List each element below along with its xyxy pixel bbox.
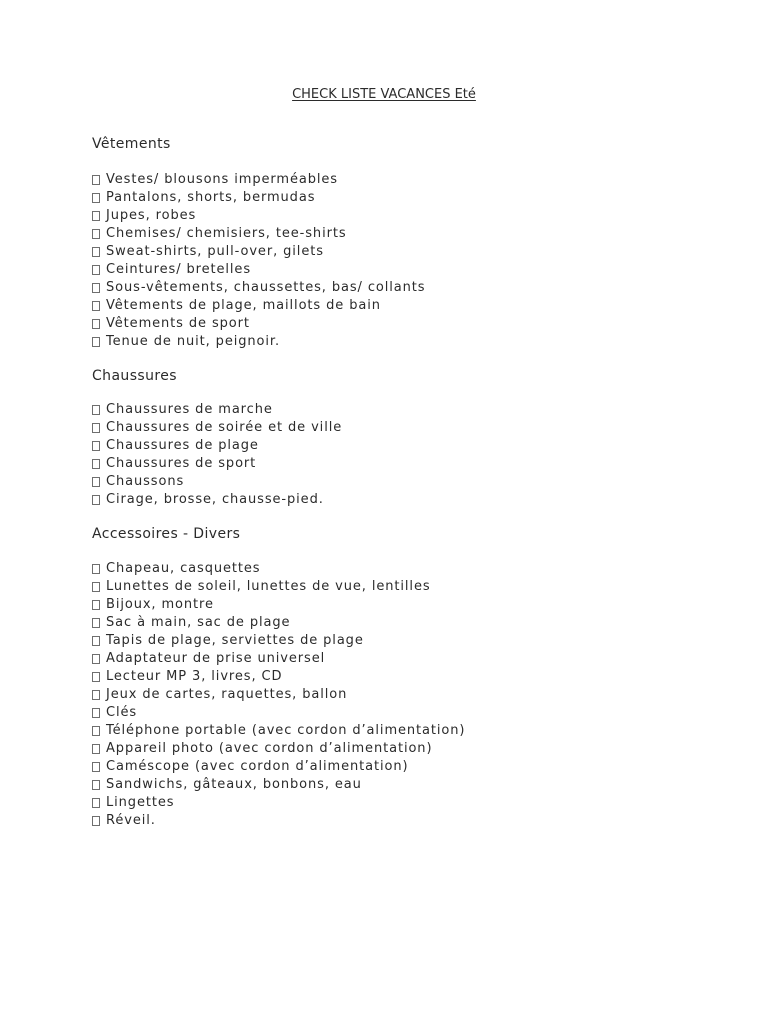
- list-item-label: Clés: [106, 705, 138, 720]
- list-item-label: Jupes, robes: [106, 208, 197, 223]
- checkbox-icon[interactable]: [92, 726, 100, 736]
- list-item: [92, 315, 425, 333]
- list-item: [92, 419, 342, 437]
- list-item-label: Lecteur MP 3, livres, CD: [106, 669, 283, 684]
- checkbox-icon[interactable]: [92, 816, 100, 826]
- list-item-label: Sweat-shirts, pull-over, gilets: [106, 244, 324, 259]
- page-title: CHECK LISTE VACANCES Eté: [292, 87, 476, 102]
- list-item: [92, 261, 425, 279]
- list-item: [92, 740, 465, 758]
- list-item: [92, 491, 342, 509]
- list-item: [92, 243, 425, 261]
- list-item: [92, 686, 465, 704]
- checkbox-icon[interactable]: [92, 762, 100, 772]
- list-item-label: Chaussures de plage: [106, 438, 259, 453]
- list-item: [92, 722, 465, 740]
- list-item-label: Chapeau, casquettes: [106, 561, 261, 576]
- list-item: [92, 437, 342, 455]
- list-item: [92, 207, 425, 225]
- list-item: [92, 776, 465, 794]
- list-item: [92, 279, 425, 297]
- list-item: [92, 704, 465, 722]
- list-item: [92, 560, 465, 578]
- checkbox-icon[interactable]: [92, 744, 100, 754]
- list-item: [92, 401, 342, 419]
- checkbox-icon[interactable]: [92, 600, 100, 610]
- checkbox-icon[interactable]: [92, 690, 100, 700]
- list-item-label: Chemises/ chemisiers, tee-shirts: [106, 226, 347, 241]
- list-item-label: Sous-vêtements, chaussettes, bas/ collants: [106, 280, 426, 295]
- list-item-label: Chaussons: [106, 474, 185, 489]
- list-item-label: Ceintures/ bretelles: [106, 262, 252, 277]
- list-item: [92, 171, 425, 189]
- checkbox-icon[interactable]: [92, 477, 100, 487]
- list-item: [92, 758, 465, 776]
- checkbox-icon[interactable]: [92, 441, 100, 451]
- list-item-label: Bijoux, montre: [106, 597, 214, 612]
- list-item: [92, 455, 342, 473]
- list-item-label: Vestes/ blousons imperméables: [106, 172, 338, 187]
- list-item: [92, 812, 465, 830]
- list-item-label: Réveil.: [106, 813, 156, 828]
- checkbox-icon[interactable]: [92, 211, 100, 221]
- checkbox-icon[interactable]: [92, 618, 100, 628]
- list-item: [92, 189, 425, 207]
- list-item-label: Sandwichs, gâteaux, bonbons, eau: [106, 777, 362, 792]
- checkbox-icon[interactable]: [92, 337, 100, 347]
- checkbox-icon[interactable]: [92, 319, 100, 329]
- list-item: [92, 578, 465, 596]
- checkbox-icon[interactable]: [92, 423, 100, 433]
- list-item: [92, 473, 342, 491]
- list-item-label: Cirage, brosse, chausse-pied.: [106, 492, 324, 507]
- checkbox-icon[interactable]: [92, 636, 100, 646]
- checkbox-icon[interactable]: [92, 229, 100, 239]
- section-heading-chaussures: Chaussures: [92, 368, 177, 384]
- checkbox-icon[interactable]: [92, 301, 100, 311]
- checklist-chaussures: [92, 401, 342, 509]
- checkbox-icon[interactable]: [92, 193, 100, 203]
- checkbox-icon[interactable]: [92, 672, 100, 682]
- checkbox-icon[interactable]: [92, 265, 100, 275]
- list-item: [92, 614, 465, 632]
- list-item: [92, 632, 465, 650]
- checkbox-icon[interactable]: [92, 283, 100, 293]
- list-item-label: Chaussures de soirée et de ville: [106, 420, 343, 435]
- list-item: [92, 596, 465, 614]
- checkbox-icon[interactable]: [92, 582, 100, 592]
- list-item-label: Chaussures de marche: [106, 402, 273, 417]
- list-item-label: Vêtements de plage, maillots de bain: [106, 298, 381, 313]
- checkbox-icon[interactable]: [92, 798, 100, 808]
- list-item: [92, 650, 465, 668]
- checkbox-icon[interactable]: [92, 459, 100, 469]
- checkbox-icon[interactable]: [92, 708, 100, 718]
- checklist-vetements: [92, 171, 425, 351]
- list-item-label: Lingettes: [106, 795, 175, 810]
- checkbox-icon[interactable]: [92, 495, 100, 505]
- checkbox-icon[interactable]: [92, 175, 100, 185]
- list-item: [92, 794, 465, 812]
- list-item-label: Jeux de cartes, raquettes, ballon: [106, 687, 348, 702]
- checkbox-icon[interactable]: [92, 405, 100, 415]
- section-heading-accessoires: Accessoires - Divers: [92, 526, 241, 542]
- checkbox-icon[interactable]: [92, 564, 100, 574]
- list-item-label: Tapis de plage, serviettes de plage: [106, 633, 364, 648]
- list-item-label: Vêtements de sport: [106, 316, 250, 331]
- section-heading-vetements: Vêtements: [92, 136, 171, 152]
- list-item: [92, 225, 425, 243]
- list-item: [92, 297, 425, 315]
- list-item-label: Chaussures de sport: [106, 456, 257, 471]
- list-item: [92, 668, 465, 686]
- checkbox-icon[interactable]: [92, 247, 100, 257]
- list-item-label: Adaptateur de prise universel: [106, 651, 326, 666]
- list-item-label: Lunettes de soleil, lunettes de vue, lentilles: [106, 579, 431, 594]
- checkbox-icon[interactable]: [92, 780, 100, 790]
- list-item-label: Pantalons, shorts, bermudas: [106, 190, 316, 205]
- list-item-label: Téléphone portable (avec cordon d’alimentation): [106, 723, 466, 738]
- list-item-label: Sac à main, sac de plage: [106, 615, 291, 630]
- checklist-accessoires: [92, 560, 465, 830]
- list-item-label: Appareil photo (avec cordon d’alimentation): [106, 741, 433, 756]
- checkbox-icon[interactable]: [92, 654, 100, 664]
- list-item: [92, 333, 425, 351]
- list-item-label: Tenue de nuit, peignoir.: [106, 334, 280, 349]
- list-item-label: Caméscope (avec cordon d’alimentation): [106, 759, 409, 774]
